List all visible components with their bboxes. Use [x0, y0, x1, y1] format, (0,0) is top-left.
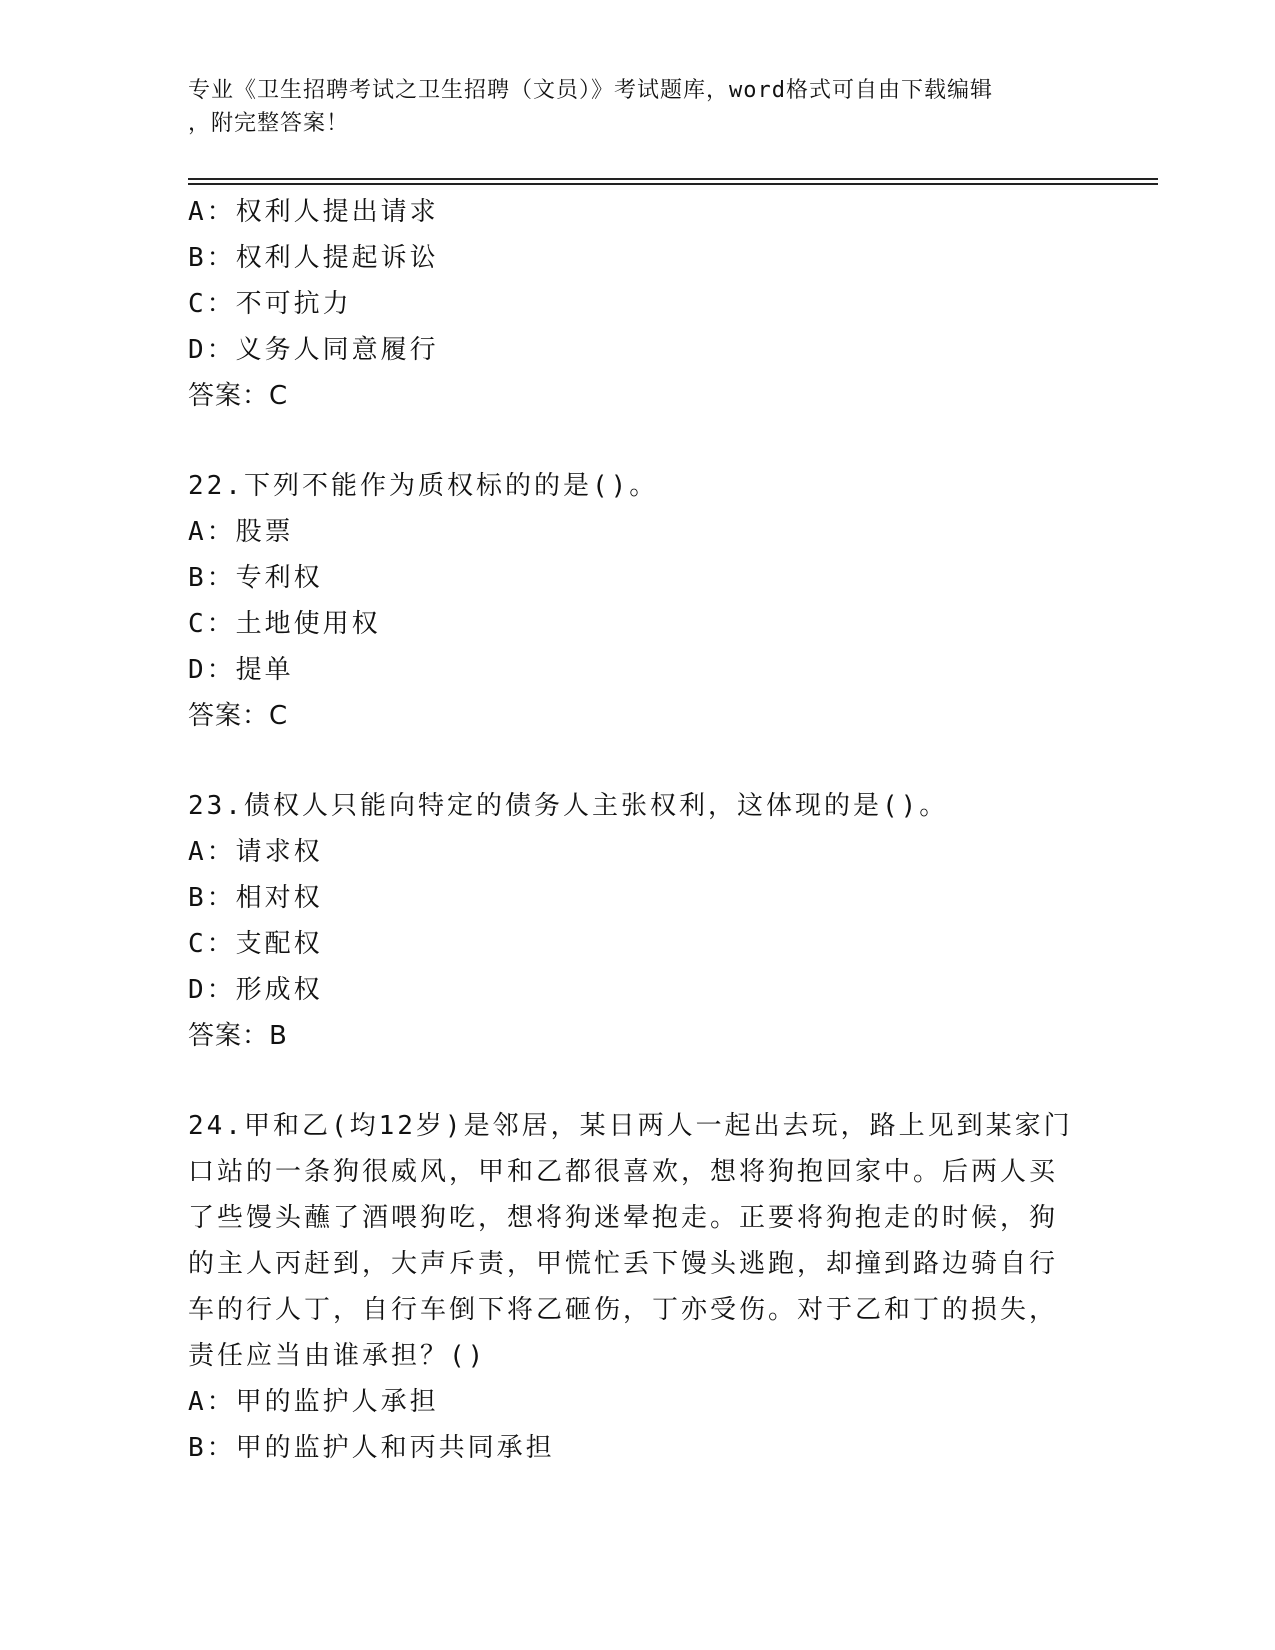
header-line-2: ，附完整答案！ — [188, 111, 350, 136]
option-c: C：支配权 — [188, 929, 323, 959]
question-stem: 23.债权人只能向特定的债务人主张权利，这体现的是()。 — [188, 791, 949, 821]
header-line-1: 专业《卫生招聘考试之卫生招聘（文员）》考试题库，word格式可自由下载编辑 — [188, 78, 993, 103]
question-stem-line: 的主人丙赶到，大声斥责，甲慌忙丢下馒头逃跑，却撞到路边骑自行 — [188, 1249, 1059, 1279]
option-b: B：权利人提起诉讼 — [188, 243, 439, 273]
question-24 — [188, 1103, 1088, 1471]
question-23 — [188, 783, 1088, 1059]
option-b: B：相对权 — [188, 883, 323, 913]
answer-line: 答案：C — [188, 701, 289, 731]
option-d: D：提单 — [188, 655, 294, 685]
answer-line: 答案：B — [188, 1021, 288, 1051]
option-b: B：专利权 — [188, 563, 323, 593]
question-stem-line: 24.甲和乙(均12岁)是邻居，某日两人一起出去玩，路上见到某家门 — [188, 1111, 1073, 1141]
question-21 — [188, 189, 1088, 419]
option-a: A：权利人提出请求 — [188, 197, 439, 227]
question-stem: 22.下列不能作为质权标的的是()。 — [188, 471, 659, 501]
header-rule-bottom — [188, 183, 1158, 185]
option-a: A：股票 — [188, 517, 294, 547]
question-list — [188, 189, 1088, 1471]
option-c: C：土地使用权 — [188, 609, 381, 639]
option-b: B：甲的监护人和丙共同承担 — [188, 1433, 555, 1463]
option-a: A：请求权 — [188, 837, 323, 867]
option-d: D：形成权 — [188, 975, 323, 1005]
header-rule-top — [188, 178, 1158, 180]
option-d: D：义务人同意履行 — [188, 335, 439, 365]
question-stem-line: 车的行人丁，自行车倒下将乙砸伤，丁亦受伤。对于乙和丁的损失， — [188, 1295, 1059, 1325]
question-stem-line: 口站的一条狗很威风，甲和乙都很喜欢，想将狗抱回家中。后两人买 — [188, 1157, 1059, 1187]
document-header — [188, 74, 1088, 140]
answer-line: 答案：C — [188, 381, 289, 411]
option-a: A：甲的监护人承担 — [188, 1387, 439, 1417]
question-stem-line: 了些馒头蘸了酒喂狗吃，想将狗迷晕抱走。正要将狗抱走的时候，狗 — [188, 1203, 1059, 1233]
question-stem-line: 责任应当由谁承担？() — [188, 1341, 487, 1371]
question-22 — [188, 463, 1088, 739]
option-c: C：不可抗力 — [188, 289, 352, 319]
